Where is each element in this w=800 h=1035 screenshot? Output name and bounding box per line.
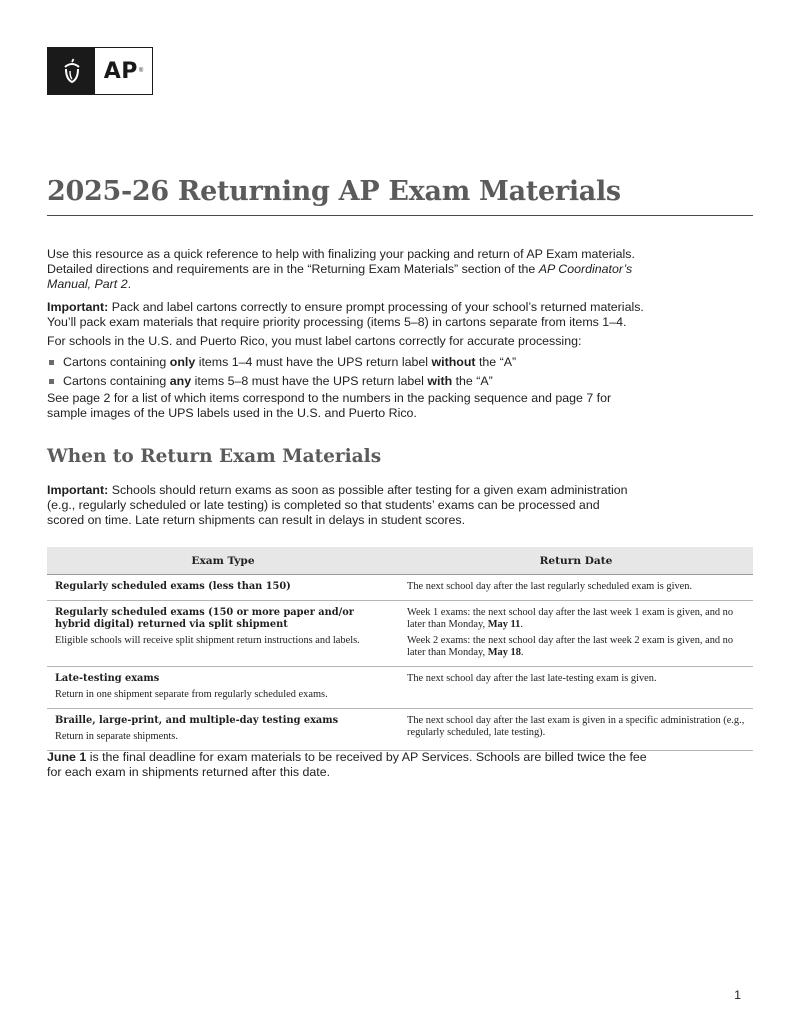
deadline-date: May 18 xyxy=(487,647,521,658)
logo-wordmark xyxy=(95,48,152,94)
important-paragraph xyxy=(47,300,647,330)
bullet-emphasis: without xyxy=(431,355,476,369)
intro-text: Use this resource as a quick reference to help with finalizing your packing and return of AP Exam materials. Detailed directions and requirements are in the “Returning Exam Materials” section of the xyxy=(47,247,635,276)
exam-type-title: Regularly scheduled exams (less than 150) xyxy=(55,581,291,592)
exam-type-note: Return in separate shipments. xyxy=(55,731,178,742)
return-date-text: The next school day after the last exam is given in a specific administration (e.g., regularly scheduled, late testing). xyxy=(407,715,745,738)
intro-section xyxy=(47,247,647,421)
important-text: Pack and label cartons correctly to ensure prompt processing of your school’s returned materials. You’ll pack exam materials that require priority processing (items 5–8) in cartons separate from items 1–4. xyxy=(47,300,644,329)
return-date-week1 xyxy=(407,607,745,631)
bullet-emphasis: any xyxy=(169,374,192,388)
exam-type-note: Return in one shipment separate from regularly scheduled exams. xyxy=(55,689,328,700)
table-row xyxy=(47,575,753,601)
return-date-cell xyxy=(399,709,753,751)
bullet-text: Cartons containing xyxy=(63,355,170,369)
return-date-week2 xyxy=(407,635,745,659)
bullet-text: the “A” xyxy=(475,355,517,369)
bullet-text: items 1–4 must have the UPS return label xyxy=(195,355,432,369)
bullet-text: items 5–8 must have the UPS return label xyxy=(191,374,428,388)
table-header-row xyxy=(47,547,753,575)
bullet-square-icon xyxy=(49,360,54,365)
logo-registered-mark: ® xyxy=(138,68,144,74)
important-label: Important: xyxy=(47,483,109,497)
intro-end: . xyxy=(127,277,132,291)
return-important-paragraph xyxy=(47,483,637,528)
return-date-text: The next school day after the last regularly scheduled exam is given. xyxy=(407,581,693,592)
return-date-text: Week 1 exams: the next school day after the last week 1 exam is given, and no later than Monday, xyxy=(407,607,734,630)
ap-logo xyxy=(47,47,153,95)
column-header-return-date: Return Date xyxy=(399,547,753,575)
labeling-paragraph: For schools in the U.S. and Puerto Rico, you must label cartons correctly for accurate processing: xyxy=(47,334,582,348)
label-rules-list xyxy=(47,355,647,389)
acorn-icon xyxy=(48,48,95,94)
return-date-cell xyxy=(399,575,753,601)
deadline-text: is the final deadline for exam materials to be received by AP Services. Schools are billed twice the fee for each exam in shipments returned after this date. xyxy=(47,750,647,779)
reference-paragraph: See page 2 for a list of which items correspond to the numbers in the packing sequence and page 7 for sample images of the UPS labels used in the U.S. and Puerto Rico. xyxy=(47,391,612,420)
return-date-cell xyxy=(399,667,753,709)
return-date-text: Week 2 exams: the next school day after the last week 2 exam is given, and no later than Monday, xyxy=(407,635,734,658)
return-date-text: . xyxy=(520,647,524,658)
title-divider xyxy=(47,215,753,216)
exam-type-cell xyxy=(47,709,399,751)
table-row xyxy=(47,601,753,667)
important-label: Important: xyxy=(47,300,109,314)
exam-type-cell xyxy=(47,601,399,667)
table-row xyxy=(47,667,753,709)
intro-paragraph xyxy=(47,247,647,292)
deadline-date: May 11 xyxy=(487,619,521,630)
bullet-text: Cartons containing xyxy=(63,374,170,388)
deadline-paragraph xyxy=(47,750,647,780)
deadline-date: June 1 xyxy=(47,750,87,764)
list-item xyxy=(47,374,647,389)
exam-type-title: Late-testing exams xyxy=(55,673,160,684)
manual-reference: AP Coordinator’s Manual, Part 2 xyxy=(47,262,633,291)
page-number: 1 xyxy=(734,988,741,1002)
return-date-text: . xyxy=(520,619,523,630)
return-schedule-table xyxy=(47,547,753,751)
exam-type-title: Braille, large-print, and multiple-day testing exams xyxy=(55,715,339,726)
important-text: Schools should return exams as soon as possible after testing for a given exam administration (e.g., regularly scheduled or late testing) is completed so that students’ exams can be processed and scored on time. Late return shipments can result in delays in student scores. xyxy=(47,483,628,527)
table-row xyxy=(47,709,753,751)
list-item xyxy=(47,355,647,370)
bullet-square-icon xyxy=(49,379,54,384)
bullet-emphasis: with xyxy=(427,374,453,388)
exam-type-note: Eligible schools will receive split shipment return instructions and labels. xyxy=(55,635,360,646)
return-date-text: The next school day after the last late-testing exam is given. xyxy=(407,673,657,684)
exam-type-cell xyxy=(47,667,399,709)
bullet-emphasis: only xyxy=(169,355,196,369)
return-timing-section xyxy=(47,483,637,528)
exam-type-cell xyxy=(47,575,399,601)
page-title: 2025-26 Returning AP Exam Materials xyxy=(47,176,621,207)
return-date-cell xyxy=(399,601,753,667)
logo-text: AP xyxy=(103,58,138,84)
section-heading: When to Return Exam Materials xyxy=(47,446,382,467)
column-header-exam-type: Exam Type xyxy=(47,547,399,575)
exam-type-title: Regularly scheduled exams (150 or more paper and/or hybrid digital) returned via split shipment xyxy=(55,607,354,630)
bullet-text: the “A” xyxy=(452,374,493,388)
